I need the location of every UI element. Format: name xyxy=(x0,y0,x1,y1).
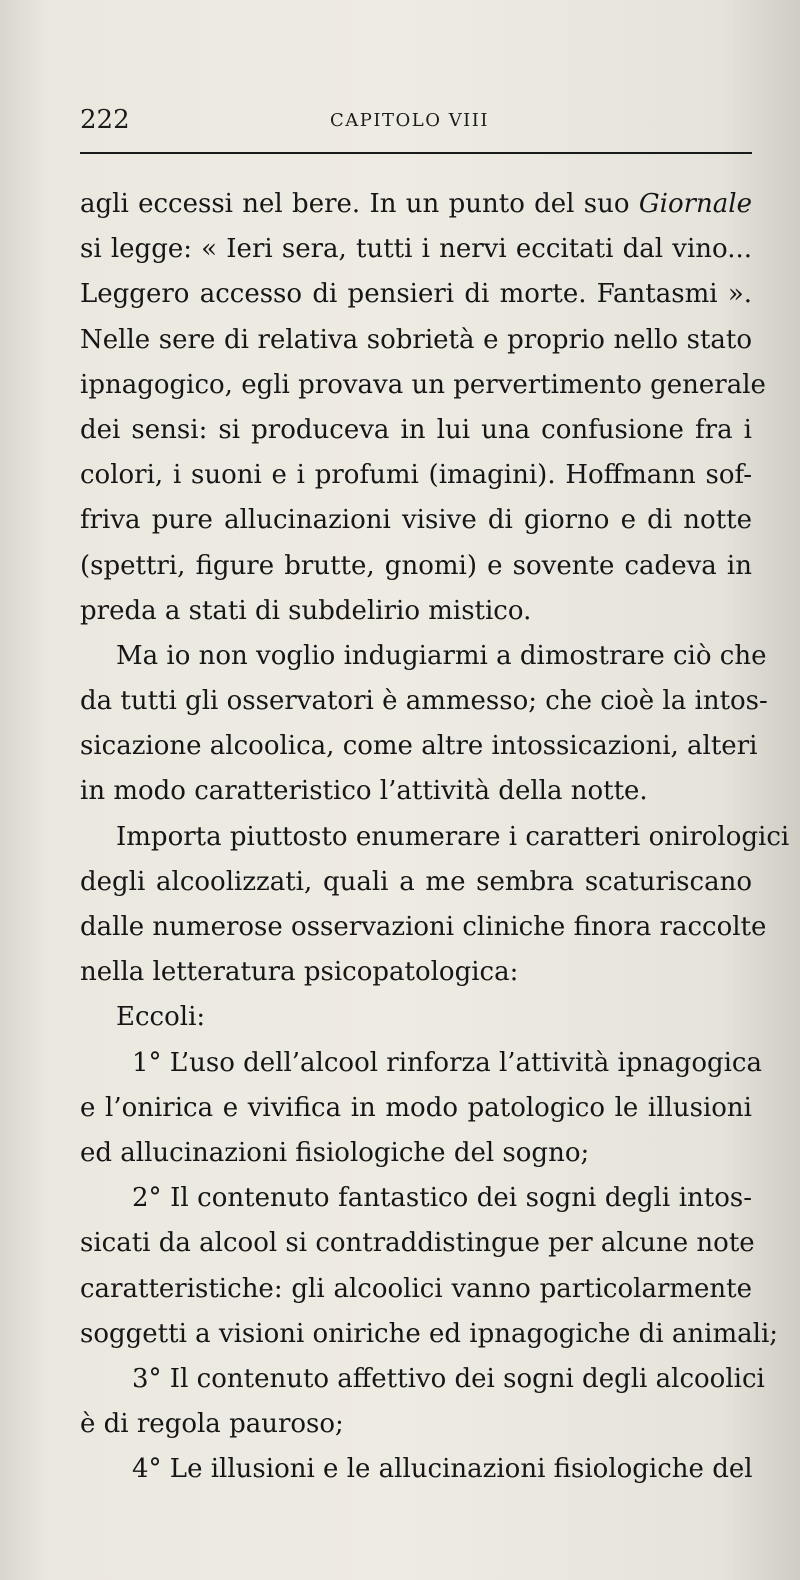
text-line: sicazione alcoolica, come altre intossicazioni, alteri xyxy=(80,731,758,762)
text-line: ed allucinazioni fisiologiche del sogno; xyxy=(80,1137,590,1168)
text-line: agli eccessi nel bere. In un punto del suo Giornale xyxy=(80,189,752,219)
text-line: da tutti gli osservatori è ammesso; che cioè la intos- xyxy=(80,686,768,717)
page-number: 222 xyxy=(80,105,130,135)
list-item-line: 2° Il contenuto fantastico dei sogni degli intos- xyxy=(132,1183,752,1214)
text-line: dei sensi: si produceva in lui una confusione fra i xyxy=(80,414,752,445)
text-line: (spettri, figure brutte, gnomi) e sovente cadeva in xyxy=(80,550,752,581)
text-line: Importa piuttosto enumerare i caratteri onirologici xyxy=(116,821,790,852)
text-line: ipnagogico, egli provava un pervertimento generale xyxy=(80,369,766,400)
text-line: soggetti a visioni oniriche ed ipnagogiche di animali; xyxy=(80,1318,779,1349)
text-line: Ma io non voglio indugiarmi a dimostrare ciò che xyxy=(116,640,767,671)
text-line: preda a stati di subdelirio mistico. xyxy=(80,595,532,626)
list-item-line: 4° Le illusioni e le allucinazioni fisiologiche del xyxy=(132,1454,753,1485)
text-line: e l’onirica e vivifica in modo patologico le illusioni xyxy=(80,1092,752,1123)
text-line: Leggero accesso di pensieri di morte. Fantasmi ». xyxy=(80,279,752,310)
text-line: dalle numerose osservazioni cliniche finora raccolte xyxy=(80,912,767,942)
italic-word: Giornale xyxy=(638,189,752,219)
text-line: si legge: « Ieri sera, tutti i nervi eccitati dal vino... xyxy=(80,234,752,265)
text-line: nella letteratura psicopatologica: xyxy=(80,957,519,988)
running-head: CAPITOLO VIII xyxy=(330,110,490,131)
list-item-line: 3° Il contenuto affettivo dei sogni degli alcoolici xyxy=(132,1363,765,1394)
text-line: in modo caratteristico l’attività della notte. xyxy=(80,776,648,807)
header-rule xyxy=(80,152,752,154)
text-line: caratteristiche: gli alcoolici vanno particolarmente xyxy=(80,1273,752,1304)
text-line: Eccoli: xyxy=(116,1002,206,1033)
page-header xyxy=(80,104,752,144)
text-line: friva pure allucinazioni visive di giorno e di notte xyxy=(80,505,752,536)
body-text xyxy=(80,182,790,1492)
text-line: sicati da alcool si contraddistingue per alcune note xyxy=(80,1228,755,1259)
text-line: Nelle sere di relativa sobrietà e proprio nello stato xyxy=(80,324,752,355)
list-item-line: 1° L’uso dell’alcool rinforza l’attività ipnagogica xyxy=(132,1047,762,1078)
text-line: è di regola pauroso; xyxy=(80,1409,344,1440)
text-line: colori, i suoni e i profumi (imagini). Hoffmann sof- xyxy=(80,460,752,491)
text-line: degli alcoolizzati, quali a me sembra scaturiscano xyxy=(80,866,752,897)
